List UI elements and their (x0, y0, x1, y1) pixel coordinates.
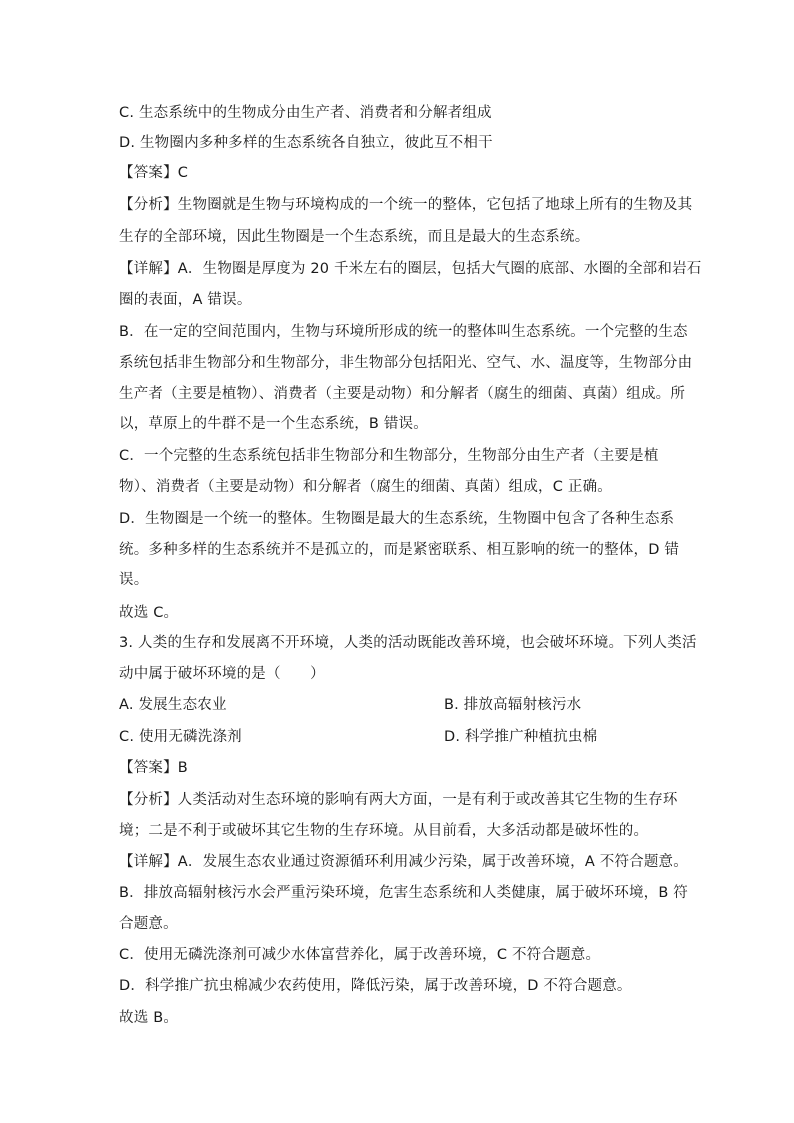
q3-detail-line: C．使用无磷洗涤剂可减少水体富营养化，属于改善环境，C 不符合题意。 (119, 947, 601, 963)
q2-detail-line: 系统包括非生物部分和生物部分，非生物部分包括阳光、空气、水、温度等，生物部分由 (119, 355, 693, 371)
q3-detail-line: 合题意。 (119, 916, 178, 932)
q2-detail-line: 圈的表面，A 错误。 (119, 292, 252, 308)
q3-option-b: B. 排放高辐射核污水 (444, 697, 582, 713)
q3-conclusion: 故选 B。 (119, 1010, 179, 1026)
q2-detail-line: 物）、消费者（主要是动物）和分解者（腐生的细菌、真菌）组成，C 正确。 (119, 479, 612, 495)
q2-analysis-line: 生存的全部环境，因此生物圈是一个生态系统，而且是最大的生态系统。 (119, 229, 590, 245)
q2-detail-line: 统。多种多样的生态系统并不是孤立的，而是紧密联系、相互影响的统一的整体，D 错 (119, 542, 680, 558)
q3-analysis-line: 【分析】人类活动对生态环境的影响有两大方面，一是有利于或改善其它生物的生存环 (119, 792, 678, 808)
q3-option-c: C. 使用无磷洗涤剂 (119, 729, 242, 745)
q2-detail-line: 以，草原上的牛群不是一个生态系统，B 错误。 (119, 416, 428, 432)
q2-detail-line: 生产者（主要是植物）、消费者（主要是动物）和分解者（腐生的细菌、真菌）组成。所 (119, 386, 686, 402)
q2-detail-line: 【详解】A．生物圈是厚度为 20 千米左右的圈层，包括大气圈的底部、水圈的全部和岩石 (119, 261, 702, 277)
q3-detail-line: 【详解】A．发展生态农业通过资源循环利用减少污染，属于改善环境，A 不符合题意。 (119, 854, 688, 870)
q3-stem-line: 3. 人类的生存和发展离不开环境，人类的活动既能改善环境，也会破坏环境。下列人类活 (119, 635, 697, 651)
q3-option-a: A. 发展生态农业 (119, 697, 227, 713)
q3-detail-line: D．科学推广抗虫棉减少农药使用，降低污染，属于改善环境，D 不符合题意。 (119, 978, 632, 994)
q2-option-c: C. 生态系统中的生物成分由生产者、消费者和分解者组成 (119, 105, 492, 121)
q3-analysis-line: 境；二是不利于或破坏其它生物的生存环境。从目前看，大多活动都是破坏性的。 (119, 823, 649, 839)
q2-detail-line: B．在一定的空间范围内，生物与环境所形成的统一的整体叫生态系统。一个完整的生态 (119, 324, 688, 340)
q2-detail-line: 误。 (119, 572, 149, 588)
q3-answer: 【答案】B (119, 760, 188, 776)
q2-detail-line: C．一个完整的生态系统包括非生物部分和生物部分，生物部分由生产者（主要是植 (119, 448, 659, 464)
q3-detail-line: B．排放高辐射核污水会严重污染环境，危害生态系统和人类健康，属于破坏环境，B 符 (119, 885, 689, 901)
q2-analysis-line: 【分析】生物圈就是生物与环境构成的一个统一的整体，它包括了地球上所有的生物及其 (119, 197, 693, 213)
q2-conclusion: 故选 C。 (119, 605, 179, 621)
q2-detail-line: D．生物圈是一个统一的整体。生物圈是最大的生态系统，生物圈中包含了各种生态系 (119, 511, 675, 527)
q3-stem-line: 动中属于破坏环境的是（ ） (119, 666, 325, 682)
q2-option-d: D. 生物圈内多种多样的生态系统各自独立，彼此互不相干 (119, 135, 493, 151)
q3-option-d: D. 科学推广种植抗虫棉 (444, 729, 598, 745)
q2-answer: 【答案】C (119, 165, 189, 181)
